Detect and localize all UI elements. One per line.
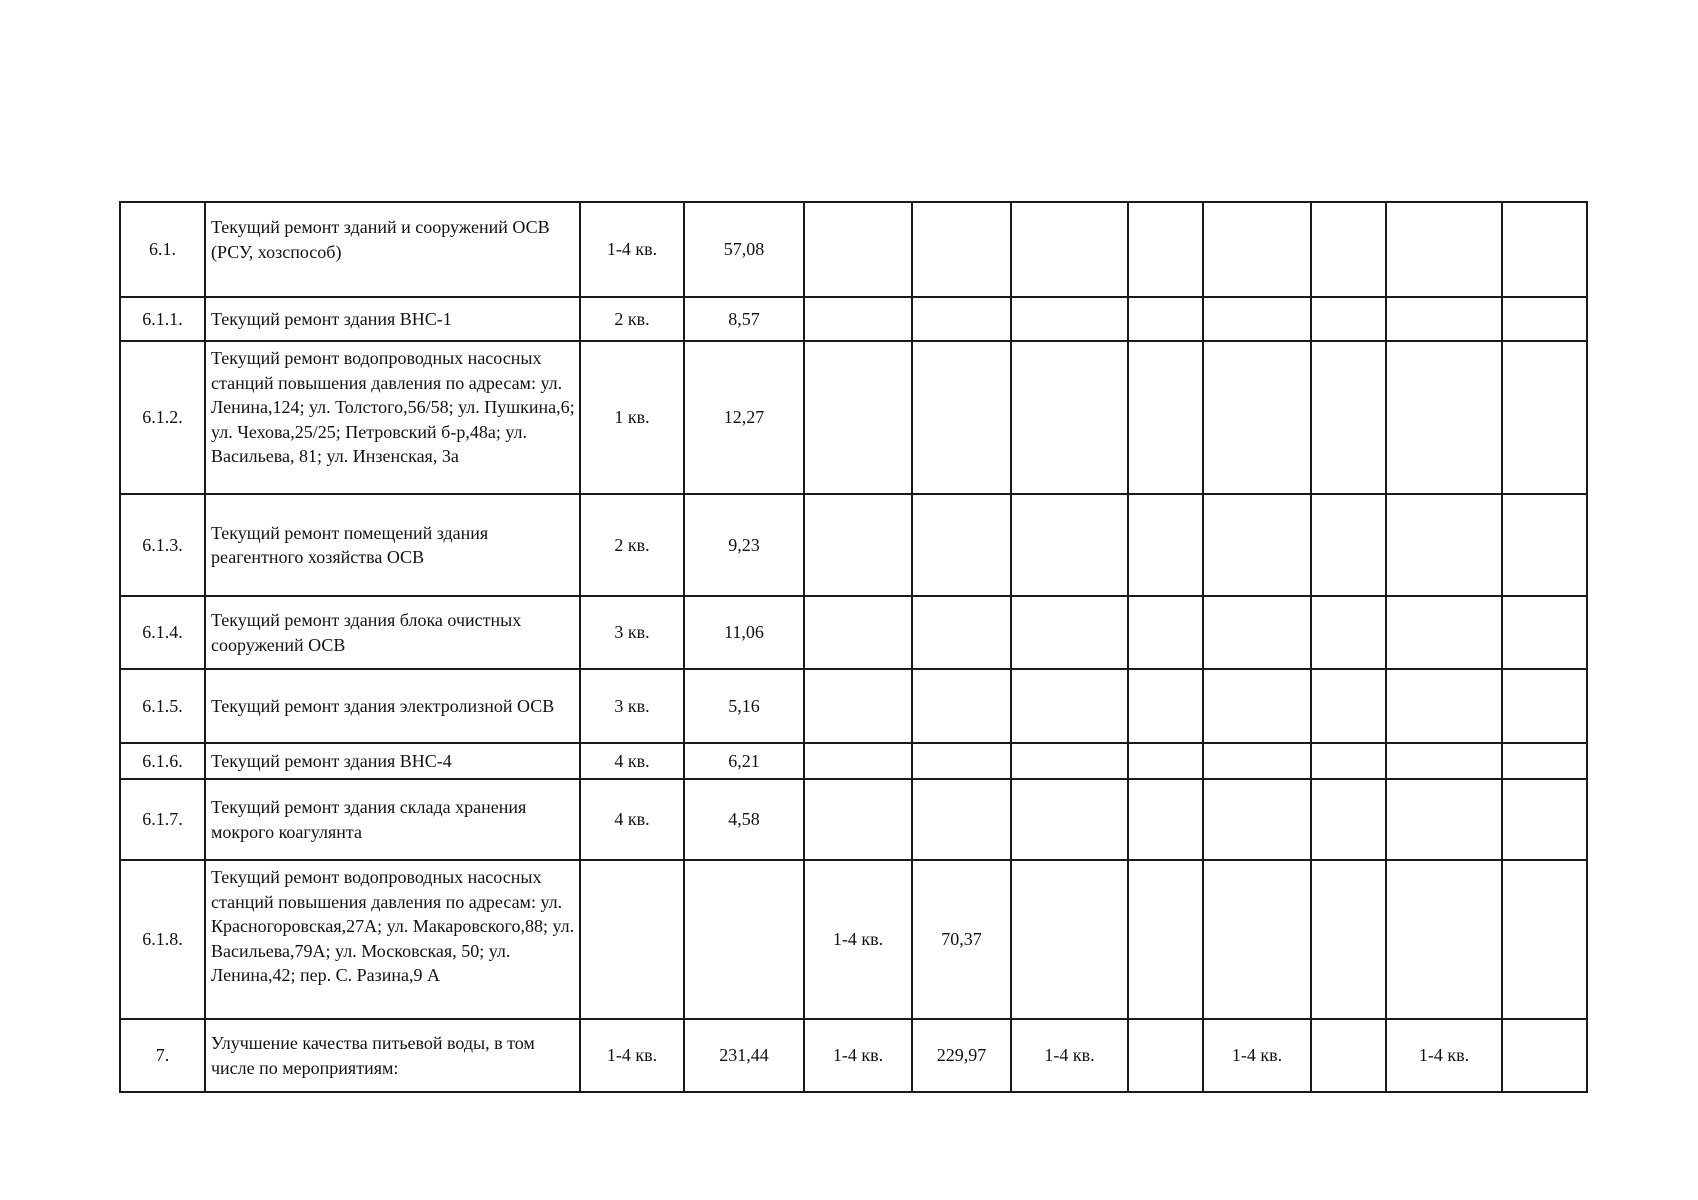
period-cell — [1203, 341, 1311, 494]
amount-cell — [1128, 779, 1203, 860]
table-row — [120, 341, 1587, 494]
work-description: Текущий ремонт водопроводных насосных станций повышения давления по адресам: ул. Ленина,124; ул. Толстого,56/58; ул. Пушкина,6; ул. Чехова,25/25; Петровский б-р,48а; ул. Васильева, 81; ул. Инзенская, 3а — [205, 341, 580, 494]
period-cell — [1011, 743, 1128, 779]
amount-cell — [912, 669, 1011, 743]
period-cell: 3 кв. — [580, 669, 684, 743]
work-plan-table — [119, 201, 1588, 1093]
row-number: 6.1.2. — [120, 341, 205, 494]
amount-cell — [1128, 596, 1203, 669]
amount-cell — [912, 297, 1011, 341]
amount-cell — [1502, 341, 1587, 494]
work-description: Текущий ремонт здания ВНС-4 — [205, 743, 580, 779]
amount-cell — [1128, 202, 1203, 297]
period-cell: 1-4 кв. — [804, 1019, 912, 1092]
period-cell — [1386, 494, 1502, 596]
amount-cell — [1311, 297, 1386, 341]
amount-cell: 9,23 — [684, 494, 804, 596]
amount-cell — [912, 202, 1011, 297]
period-cell — [1386, 341, 1502, 494]
period-cell — [1386, 202, 1502, 297]
amount-cell: 6,21 — [684, 743, 804, 779]
row-number: 6.1.1. — [120, 297, 205, 341]
period-cell — [1203, 596, 1311, 669]
work-description: Улучшение качества питьевой воды, в том числе по мероприятиям: — [205, 1019, 580, 1092]
row-number: 6.1.7. — [120, 779, 205, 860]
period-cell — [1386, 743, 1502, 779]
period-cell — [1203, 860, 1311, 1019]
amount-cell — [1502, 202, 1587, 297]
period-cell — [1386, 596, 1502, 669]
amount-cell — [1311, 860, 1386, 1019]
table-row — [120, 596, 1587, 669]
period-cell — [1203, 297, 1311, 341]
amount-cell — [1128, 669, 1203, 743]
period-cell — [1386, 297, 1502, 341]
amount-cell: 5,16 — [684, 669, 804, 743]
amount-cell — [912, 743, 1011, 779]
amount-cell — [912, 341, 1011, 494]
work-description: Текущий ремонт зданий и сооружений ОСВ (РСУ, хозспособ) — [205, 202, 580, 297]
table-row — [120, 669, 1587, 743]
amount-cell: 70,37 — [912, 860, 1011, 1019]
amount-cell: 8,57 — [684, 297, 804, 341]
work-description: Текущий ремонт здания электролизной ОСВ — [205, 669, 580, 743]
row-number: 6.1.4. — [120, 596, 205, 669]
amount-cell — [912, 494, 1011, 596]
period-cell — [804, 202, 912, 297]
amount-cell: 231,44 — [684, 1019, 804, 1092]
amount-cell — [1502, 743, 1587, 779]
work-description: Текущий ремонт здания блока очистных сооружений ОСВ — [205, 596, 580, 669]
period-cell: 4 кв. — [580, 779, 684, 860]
period-cell — [1011, 779, 1128, 860]
amount-cell — [1502, 779, 1587, 860]
amount-cell: 57,08 — [684, 202, 804, 297]
amount-cell — [1311, 202, 1386, 297]
period-cell: 2 кв. — [580, 297, 684, 341]
table-row — [120, 202, 1587, 297]
period-cell — [1011, 297, 1128, 341]
row-number: 6.1.6. — [120, 743, 205, 779]
period-cell — [1203, 743, 1311, 779]
amount-cell — [1128, 297, 1203, 341]
period-cell — [804, 494, 912, 596]
amount-cell — [1502, 596, 1587, 669]
period-cell — [804, 596, 912, 669]
period-cell: 1-4 кв. — [1386, 1019, 1502, 1092]
period-cell — [1011, 494, 1128, 596]
amount-cell — [1311, 1019, 1386, 1092]
period-cell — [1011, 202, 1128, 297]
period-cell: 1-4 кв. — [1011, 1019, 1128, 1092]
table-row — [120, 779, 1587, 860]
period-cell — [804, 669, 912, 743]
period-cell — [1011, 669, 1128, 743]
row-number: 6.1. — [120, 202, 205, 297]
table-row — [120, 494, 1587, 596]
amount-cell — [1128, 494, 1203, 596]
amount-cell — [1128, 1019, 1203, 1092]
amount-cell: 11,06 — [684, 596, 804, 669]
amount-cell — [1502, 297, 1587, 341]
amount-cell — [1502, 669, 1587, 743]
period-cell: 1-4 кв. — [580, 202, 684, 297]
period-cell: 1-4 кв. — [804, 860, 912, 1019]
amount-cell — [1311, 669, 1386, 743]
period-cell — [804, 297, 912, 341]
period-cell — [1386, 860, 1502, 1019]
amount-cell — [1311, 596, 1386, 669]
amount-cell — [912, 596, 1011, 669]
amount-cell — [1128, 341, 1203, 494]
work-description: Текущий ремонт водопроводных насосных станций повышения давления по адресам: ул. Красногоровская,27А; ул. Макаровского,88; ул. Васильева,79А; ул. Московская, 50; ул. Ленина,42; пер. С. Разина,9 А — [205, 860, 580, 1019]
amount-cell — [912, 779, 1011, 860]
period-cell: 3 кв. — [580, 596, 684, 669]
table-row — [120, 1019, 1587, 1092]
period-cell — [1203, 202, 1311, 297]
amount-cell — [1502, 494, 1587, 596]
period-cell — [1011, 860, 1128, 1019]
period-cell — [1203, 779, 1311, 860]
period-cell — [580, 860, 684, 1019]
period-cell — [1011, 341, 1128, 494]
amount-cell — [1128, 743, 1203, 779]
table-row — [120, 860, 1587, 1019]
amount-cell: 12,27 — [684, 341, 804, 494]
period-cell — [804, 743, 912, 779]
work-description: Текущий ремонт здания ВНС-1 — [205, 297, 580, 341]
amount-cell — [1128, 860, 1203, 1019]
table-row — [120, 743, 1587, 779]
period-cell: 1-4 кв. — [1203, 1019, 1311, 1092]
amount-cell — [1502, 860, 1587, 1019]
period-cell — [1203, 669, 1311, 743]
work-description: Текущий ремонт помещений здания реагентного хозяйства ОСВ — [205, 494, 580, 596]
amount-cell — [1311, 779, 1386, 860]
amount-cell — [1311, 743, 1386, 779]
amount-cell — [1311, 494, 1386, 596]
row-number: 6.1.3. — [120, 494, 205, 596]
period-cell — [1386, 779, 1502, 860]
amount-cell — [1311, 341, 1386, 494]
row-number: 6.1.5. — [120, 669, 205, 743]
period-cell: 1 кв. — [580, 341, 684, 494]
row-number: 6.1.8. — [120, 860, 205, 1019]
row-number: 7. — [120, 1019, 205, 1092]
amount-cell — [1502, 1019, 1587, 1092]
period-cell: 1-4 кв. — [580, 1019, 684, 1092]
work-description: Текущий ремонт здания склада хранения мокрого коагулянта — [205, 779, 580, 860]
period-cell: 4 кв. — [580, 743, 684, 779]
period-cell — [804, 779, 912, 860]
period-cell: 2 кв. — [580, 494, 684, 596]
amount-cell — [684, 860, 804, 1019]
amount-cell: 229,97 — [912, 1019, 1011, 1092]
amount-cell: 4,58 — [684, 779, 804, 860]
period-cell — [1386, 669, 1502, 743]
period-cell — [804, 341, 912, 494]
table-row — [120, 297, 1587, 341]
period-cell — [1203, 494, 1311, 596]
period-cell — [1011, 596, 1128, 669]
